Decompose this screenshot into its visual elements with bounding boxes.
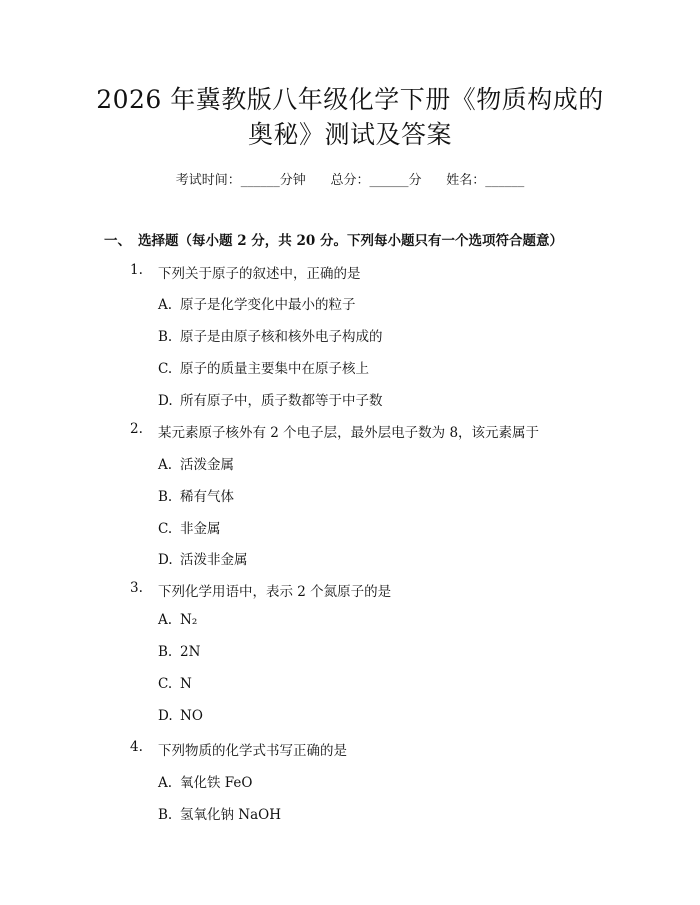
option-label: A. — [158, 775, 173, 791]
question-text: 某元素原子核外有 2 个电子层，最外层电子数为 8，该元素属于 — [158, 425, 540, 441]
option-text: 2N — [180, 644, 201, 660]
question-text: 下列化学用语中，表示 2 个氮原子的是 — [158, 584, 392, 600]
question-number: 2. — [130, 421, 143, 437]
option-2a — [158, 453, 234, 473]
option-text: 活泼金属 — [180, 457, 234, 473]
option-text: 活泼非金属 — [180, 552, 248, 568]
question-2 — [130, 421, 630, 439]
option-1d — [158, 389, 383, 409]
section-title: 选择题（每小题 2 分，共 20 分。下列每小题只有一个选项符合题意） — [138, 233, 563, 249]
question-number: 3. — [130, 580, 143, 596]
option-text: 稀有气体 — [180, 489, 234, 505]
option-1b — [158, 325, 383, 345]
option-text: 氧化铁 FeO — [180, 775, 253, 791]
option-label: A. — [158, 457, 173, 473]
question-text: 下列关于原子的叙述中，正确的是 — [158, 266, 361, 282]
option-label: B. — [158, 329, 173, 345]
option-label: C. — [158, 521, 173, 537]
option-text: N₂ — [180, 612, 198, 628]
option-text: 原子的质量主要集中在原子核上 — [180, 361, 369, 377]
question-number: 4. — [130, 739, 143, 755]
option-label: D. — [158, 552, 173, 568]
question-4 — [130, 739, 630, 757]
option-label: B. — [158, 489, 173, 505]
option-label: A. — [158, 297, 173, 313]
option-2d — [158, 548, 248, 568]
option-2c — [158, 517, 221, 537]
option-text: 氢氧化钠 NaOH — [180, 807, 281, 823]
question-number: 1. — [130, 262, 143, 278]
option-text: 原子是由原子核和核外电子构成的 — [180, 329, 383, 345]
question-text: 下列物质的化学式书写正确的是 — [158, 743, 347, 759]
option-1a — [158, 293, 356, 313]
option-3c — [158, 676, 192, 692]
option-text: 所有原子中，质子数都等于中子数 — [180, 393, 383, 409]
option-label: A. — [158, 612, 173, 628]
option-label: D. — [158, 393, 173, 409]
option-4b — [158, 803, 281, 823]
option-label: B. — [158, 807, 173, 823]
section-number: 一、 — [104, 233, 131, 249]
question-3 — [130, 580, 630, 598]
option-text: N — [180, 676, 192, 692]
option-3a — [158, 612, 197, 628]
option-label: B. — [158, 644, 173, 660]
option-text: NO — [180, 708, 203, 724]
option-3d — [158, 708, 203, 724]
option-1c — [158, 357, 369, 377]
option-label: D. — [158, 708, 173, 724]
document-title-line-1: 2026 年冀教版八年级化学下册《物质构成的 — [96, 85, 604, 114]
option-3b — [158, 644, 200, 660]
question-1 — [130, 262, 630, 280]
option-label: C. — [158, 676, 173, 692]
exam-info-line: 考试时间：______分钟 总分：______分 姓名：______ — [175, 173, 525, 188]
option-label: C. — [158, 361, 173, 377]
option-text: 非金属 — [180, 521, 221, 537]
option-2b — [158, 485, 234, 505]
option-4a — [158, 771, 252, 791]
document-title-line-2: 奥秘》测试及答案 — [247, 120, 452, 149]
section-heading — [104, 229, 563, 249]
option-text: 原子是化学变化中最小的粒子 — [180, 297, 356, 313]
